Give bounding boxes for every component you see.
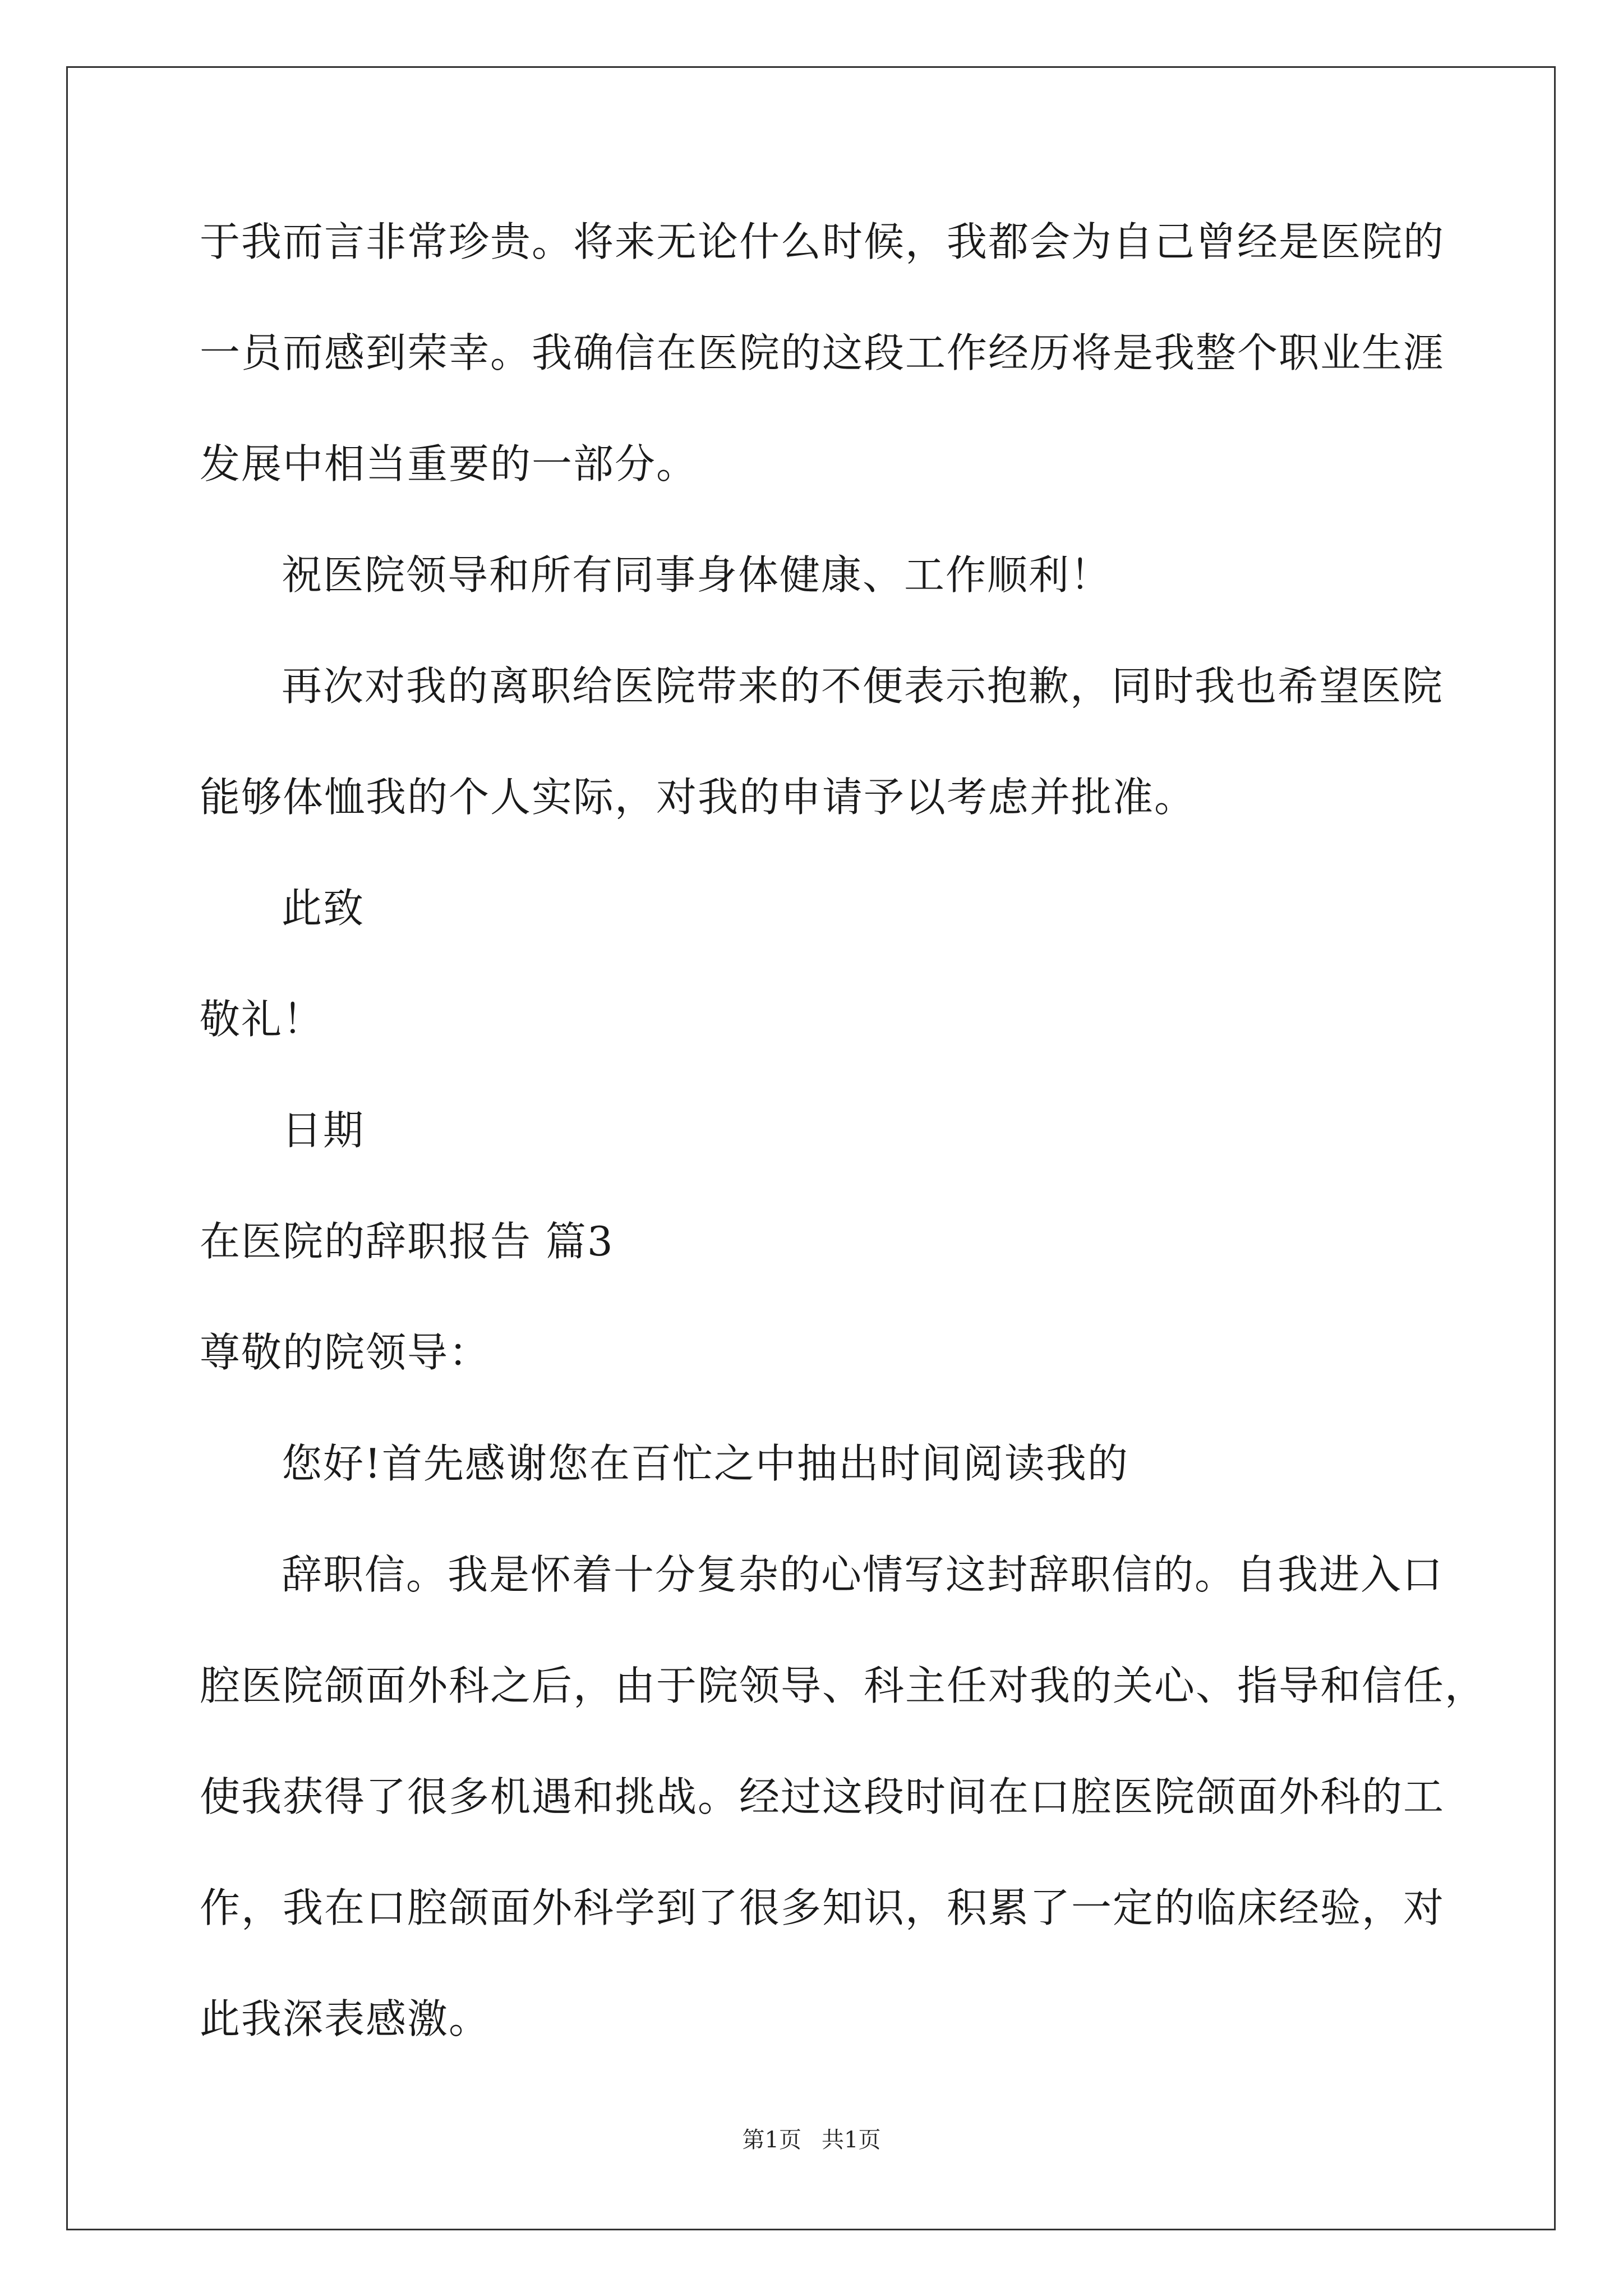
body-line-1: 于我而言非常珍贵。将来无论什么时候，我都会为自己曾经是医院的: [200, 218, 1445, 265]
letter-line-5: 此我深表感激。: [200, 1995, 491, 2042]
letter-line-4: 作，我在口腔颌面外科学到了很多知识，积累了一定的临床经验，对: [200, 1884, 1445, 1931]
section-title: 在医院的辞职报告 篇3: [200, 1218, 614, 1265]
body-line-2: 一员而感到荣幸。我确信在医院的这段工作经历将是我整个职业生涯: [200, 329, 1445, 376]
salutation: 尊敬的院领导：: [200, 1329, 491, 1376]
date-label: 日期: [282, 1107, 365, 1154]
apology-line-1: 再次对我的离职给医院带来的不便表示抱歉，同时我也希望医院: [282, 662, 1444, 710]
closing-jingli: 敬礼！: [200, 996, 325, 1043]
blessing-line: 祝医院领导和所有同事身体健康、工作顺利！: [282, 551, 1112, 599]
page-total: 共1页: [822, 2127, 881, 2153]
document-body: [200, 218, 1487, 2110]
page-current: 第1页: [742, 2127, 801, 2153]
letter-line-2: 腔医院颌面外科之后，由于院领导、科主任对我的关心、指导和信任，: [200, 1662, 1487, 1709]
page-footer: [0, 2129, 1623, 2151]
greeting-line: 您好!首先感谢您在百忙之中抽出时间阅读我的: [282, 1440, 1129, 1487]
apology-line-2: 能够体恤我的个人实际，对我的申请予以考虑并批准。: [200, 774, 1196, 821]
letter-line-3: 使我获得了很多机遇和挑战。经过这段时间在口腔医院颌面外科的工: [200, 1773, 1445, 1820]
body-line-3: 发展中相当重要的一部分。: [200, 440, 698, 487]
letter-line-1: 辞职信。我是怀着十分复杂的心情写这封辞职信的。自我进入口: [282, 1551, 1444, 1598]
closing-cizhi: 此致: [282, 885, 365, 932]
